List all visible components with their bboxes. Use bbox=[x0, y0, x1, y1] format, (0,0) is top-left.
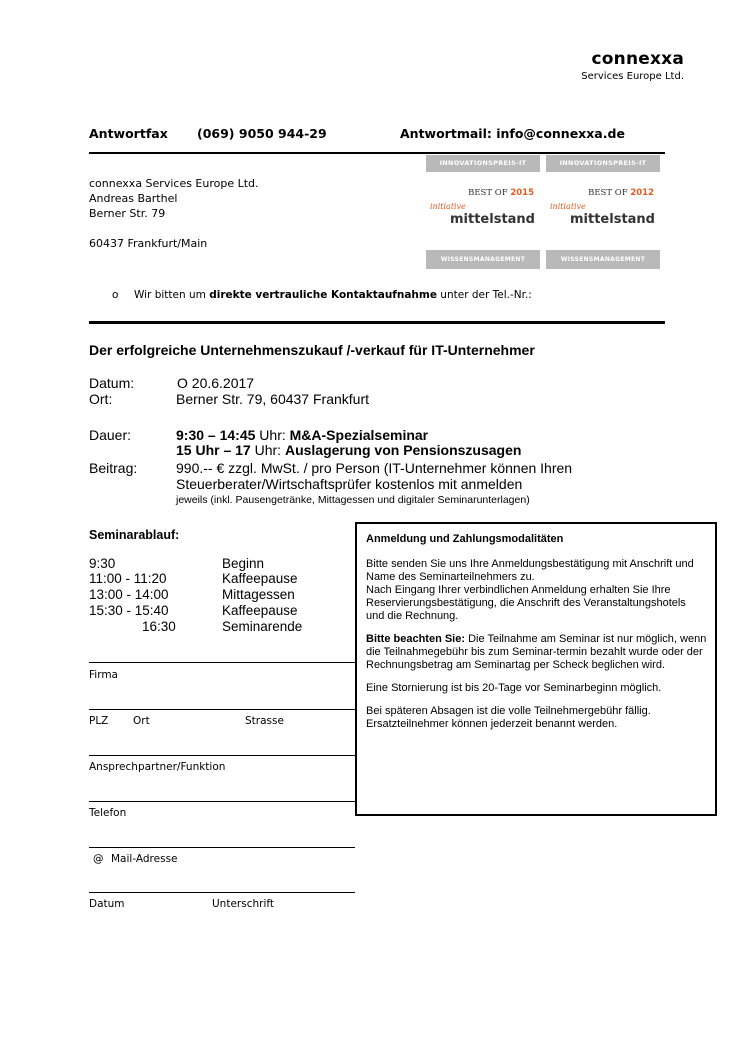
duration-label: Dauer: bbox=[89, 427, 132, 443]
registration-title: Anmeldung und Zahlungsmodalitäten bbox=[366, 533, 564, 545]
address-street: Berner Str. 79 bbox=[89, 207, 166, 220]
address-input-line[interactable] bbox=[89, 709, 355, 710]
badge-top-label: INNOVATIONSPREIS-IT bbox=[426, 155, 540, 172]
fee-note: jeweils (inkl. Pausengetränke, Mittagessen und digitaler Seminarunterlagen) bbox=[176, 494, 530, 506]
callback-checkbox[interactable]: o bbox=[112, 289, 119, 301]
schedule-label-4: Kaffeepause bbox=[222, 603, 298, 618]
ort-label: Ort bbox=[133, 715, 150, 727]
badge-best-of: BEST OF 2012 bbox=[588, 188, 654, 198]
at-icon: @ bbox=[93, 853, 104, 865]
registration-notice: Bitte beachten Sie: Die Teilnahme am Seminar ist nur möglich, wenn die Teilnahmegebühr bis zum Seminar-termin bezahlt wurde oder der Rechnungsbetrag am Seminartag per Scheck beglichen wird. bbox=[366, 633, 707, 671]
schedule-time-4: 15:30 - 15:40 bbox=[89, 603, 169, 618]
recipient-address bbox=[89, 176, 259, 251]
brand-subtitle: Services Europe Ltd. bbox=[581, 71, 684, 82]
signature-label: Unterschrift bbox=[212, 898, 274, 910]
email-input-line[interactable] bbox=[89, 847, 355, 848]
address-person: Andreas Barthel bbox=[89, 192, 178, 205]
duration-line-2: 15 Uhr – 17 Uhr: Auslagerung von Pensionszusagen bbox=[176, 442, 522, 458]
date-label: Datum: bbox=[89, 375, 135, 391]
section-divider bbox=[89, 321, 665, 324]
top-divider bbox=[89, 152, 665, 154]
place-label: Ort: bbox=[89, 391, 113, 407]
address-city: 60437 Frankfurt/Main bbox=[89, 237, 208, 250]
award-badge-2012 bbox=[546, 155, 660, 269]
address-company: connexxa Services Europe Ltd. bbox=[89, 177, 259, 190]
fee-line-1: 990.-- € zzgl. MwSt. / pro Person (IT-Unternehmer können Ihren bbox=[176, 460, 573, 476]
badge-best-of: BEST OF 2015 bbox=[468, 188, 534, 198]
seminar-title: Der erfolgreiche Unternehmenszukauf /-verkauf für IT-Unternehmer bbox=[89, 342, 535, 358]
schedule-label-1: Beginn bbox=[222, 556, 265, 571]
callback-text-before: Wir bitten um bbox=[134, 289, 210, 301]
reply-mail: Antwortmail: info@connexxa.de bbox=[400, 126, 625, 141]
contact-input-line[interactable] bbox=[89, 755, 355, 756]
callback-text-bold: direkte vertrauliche Kontaktaufnahme bbox=[209, 289, 437, 301]
callback-option[interactable] bbox=[112, 289, 532, 301]
registration-paragraph-1: Bitte senden Sie uns Ihre Anmeldungsbestätigung mit Anschrift und Name des Seminarteilnehmers zu. bbox=[366, 558, 694, 583]
badge-mittelstand: mittelstand bbox=[450, 212, 535, 227]
duration-line-1: 9:30 – 14:45 Uhr: M&A-Spezialseminar bbox=[176, 427, 429, 443]
fee-line-2: Steuerberater/Wirtschaftsprüfer kostenlos mit anmelden bbox=[176, 476, 523, 492]
firma-label: Firma bbox=[89, 669, 118, 681]
registration-late-cancellation: Bei späteren Absagen ist die volle Teilnehmergebühr fällig. Ersatzteilnehmer können jederzeit benannt werden. bbox=[366, 705, 651, 730]
place-value: Berner Str. 79, 60437 Frankfurt bbox=[176, 391, 369, 407]
callback-text-after: unter der Tel.-Nr.: bbox=[436, 289, 532, 301]
brand-block bbox=[581, 49, 684, 82]
schedule-time-2: 11:00 - 11:20 bbox=[89, 571, 167, 586]
badge-bottom-label: WISSENSMANAGEMENT bbox=[546, 250, 660, 269]
schedule-label-3: Mittagessen bbox=[222, 587, 295, 602]
strasse-label: Strasse bbox=[245, 715, 284, 727]
plz-label: PLZ bbox=[89, 715, 109, 727]
fee-label: Beitrag: bbox=[89, 460, 138, 476]
date-field-label: Datum bbox=[89, 898, 125, 910]
schedule-title: Seminarablauf: bbox=[89, 528, 180, 542]
badge-initiative: initiative bbox=[430, 202, 466, 211]
badge-top-label: INNOVATIONSPREIS-IT bbox=[546, 155, 660, 172]
phone-label: Telefon bbox=[89, 807, 127, 819]
schedule-label-5: Seminarende bbox=[222, 619, 303, 634]
badge-initiative: initiative bbox=[550, 202, 586, 211]
registration-paragraph-2: Nach Eingang Ihrer verbindlichen Anmeldung erhalten Sie Ihre Reservierungsbestätigung, die Anschrift des Veranstaltungshotels und die Rechnung. bbox=[366, 584, 686, 622]
badge-bottom-label: WISSENSMANAGEMENT bbox=[426, 250, 540, 269]
schedule-time-5: 16:30 bbox=[142, 619, 176, 634]
registration-cancellation: Eine Stornierung ist bis 20-Tage vor Seminarbeginn möglich. bbox=[366, 682, 662, 694]
email-label: Mail-Adresse bbox=[111, 853, 178, 865]
schedule-time-1: 9:30 bbox=[89, 556, 116, 571]
registration-info-box bbox=[355, 522, 717, 816]
firma-input-line[interactable] bbox=[89, 662, 355, 663]
fax-number: (069) 9050 944-29 bbox=[197, 126, 327, 141]
schedule-label-2: Kaffeepause bbox=[222, 571, 298, 586]
schedule-time-3: 13:00 - 14:00 bbox=[89, 587, 169, 602]
date-value[interactable]: O 20.6.2017 bbox=[177, 375, 255, 391]
contact-person-label: Ansprechpartner/Funktion bbox=[89, 761, 226, 773]
fax-label: Antwortfax bbox=[89, 126, 168, 141]
signature-input-line[interactable] bbox=[89, 892, 355, 893]
brand-name: connexxa bbox=[591, 49, 684, 69]
phone-input-line[interactable] bbox=[89, 801, 355, 802]
badge-mittelstand: mittelstand bbox=[570, 212, 655, 227]
award-badge-2015 bbox=[426, 155, 540, 269]
